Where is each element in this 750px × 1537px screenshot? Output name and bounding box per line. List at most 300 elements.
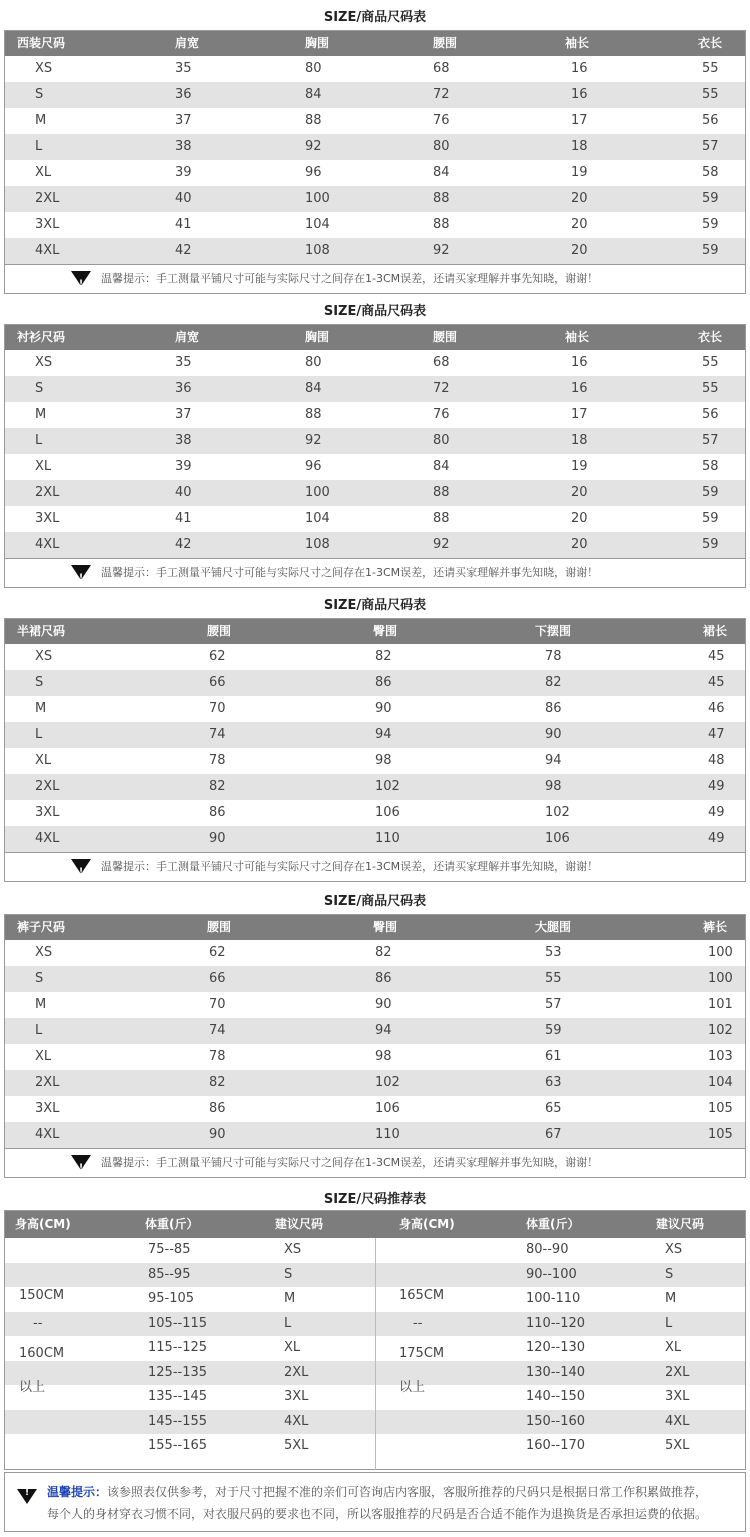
table-cell: 78 bbox=[209, 753, 226, 768]
notice-text: 温馨提示：手工测量平铺尺寸可能与实际尺寸之间存在1-3CM误差，还请买家理解并事先知晓，谢谢！ bbox=[101, 272, 599, 285]
table-cell: L bbox=[35, 433, 43, 448]
table-cell: 100 bbox=[708, 971, 733, 986]
table-cell: 108 bbox=[305, 243, 330, 258]
table-cell: 65 bbox=[545, 1101, 562, 1116]
table-cell: 55 bbox=[545, 971, 562, 986]
table-cell: M bbox=[35, 113, 47, 128]
table-cell: 94 bbox=[375, 727, 392, 742]
table-cell: 48 bbox=[708, 753, 725, 768]
table-cell: 57 bbox=[545, 997, 562, 1012]
table-cell: 39 bbox=[175, 165, 192, 180]
table-cell: 102 bbox=[375, 779, 400, 794]
table-cell: 92 bbox=[305, 433, 322, 448]
header-cell: 衣长 bbox=[698, 36, 723, 50]
table-cell: 63 bbox=[545, 1075, 562, 1090]
table-cell: 61 bbox=[545, 1049, 562, 1064]
header-cell: 肩宽 bbox=[175, 36, 200, 50]
table-cell: 84 bbox=[305, 381, 322, 396]
table-cell: 94 bbox=[545, 753, 562, 768]
recommend-cell: L bbox=[284, 1315, 292, 1331]
table-row bbox=[5, 350, 745, 376]
table-cell: 106 bbox=[375, 805, 400, 820]
table-cell: 3XL bbox=[35, 217, 60, 232]
table-row bbox=[5, 670, 745, 696]
table-cell: 37 bbox=[175, 407, 192, 422]
table-cell: 16 bbox=[571, 61, 588, 76]
bottom-notice bbox=[4, 1472, 746, 1532]
column-divider bbox=[375, 1238, 376, 1470]
table-cell: 100 bbox=[708, 945, 733, 960]
height-range-right: 以上 bbox=[399, 1380, 426, 1395]
recommend-cell: 155--165 bbox=[148, 1438, 208, 1453]
table-row bbox=[5, 238, 745, 264]
table-row bbox=[5, 160, 745, 186]
table-cell: 35 bbox=[175, 355, 192, 370]
size-table bbox=[4, 324, 746, 588]
recommend-cell: M bbox=[284, 1291, 296, 1306]
table-cell: 20 bbox=[571, 511, 588, 526]
table-header bbox=[5, 915, 745, 940]
table-cell: 103 bbox=[708, 1049, 733, 1064]
header-cell: 大腿围 bbox=[535, 920, 572, 934]
table-cell: L bbox=[35, 139, 43, 154]
table-row bbox=[5, 1070, 745, 1096]
recommend-cell: 5XL bbox=[665, 1438, 690, 1453]
header-cell: 裤长 bbox=[703, 920, 728, 934]
table-cell: 88 bbox=[433, 485, 450, 500]
recommend-cell: S bbox=[284, 1266, 293, 1282]
recommend-header bbox=[5, 1211, 745, 1238]
table-cell: 104 bbox=[305, 511, 330, 526]
table-cell: 20 bbox=[571, 537, 588, 552]
table-cell: M bbox=[35, 997, 47, 1012]
table-cell: 90 bbox=[375, 997, 392, 1012]
recommend-cell: 135--145 bbox=[148, 1389, 208, 1404]
table-cell: 80 bbox=[305, 355, 322, 370]
recommend-cell: 110--120 bbox=[526, 1315, 586, 1331]
table-cell: 41 bbox=[175, 217, 192, 232]
table-cell: 88 bbox=[433, 191, 450, 206]
table-cell: 59 bbox=[702, 243, 719, 258]
table-cell: 18 bbox=[571, 139, 588, 154]
warning-icon bbox=[71, 1155, 91, 1170]
warning-icon bbox=[71, 565, 91, 580]
table-cell: 47 bbox=[708, 727, 725, 742]
table-cell: 39 bbox=[175, 459, 192, 474]
table-cell: 86 bbox=[545, 701, 562, 716]
table-cell: 35 bbox=[175, 61, 192, 76]
table-cell: 102 bbox=[708, 1023, 733, 1038]
recommend-title: SIZE/尺码推荐表 bbox=[323, 1192, 427, 1207]
recommend-cell: 90--100 bbox=[526, 1266, 577, 1282]
table-row bbox=[5, 186, 745, 212]
table-row bbox=[5, 722, 745, 748]
table-cell: 42 bbox=[175, 243, 192, 258]
table-cell: 41 bbox=[175, 511, 192, 526]
recommend-cell: 160--170 bbox=[526, 1438, 586, 1453]
table-cell: 40 bbox=[175, 191, 192, 206]
table-cell: 90 bbox=[209, 1127, 226, 1142]
table-cell: 57 bbox=[702, 139, 719, 154]
table-row bbox=[5, 376, 745, 402]
table-cell: 59 bbox=[702, 537, 719, 552]
table-cell: 62 bbox=[209, 649, 226, 664]
table-row bbox=[5, 992, 745, 1018]
header-cell: 腰围 bbox=[433, 36, 458, 50]
table-cell: XS bbox=[35, 945, 53, 960]
table-cell: 66 bbox=[209, 675, 226, 690]
height-range-right: 165CM bbox=[399, 1288, 445, 1303]
table-cell: 70 bbox=[209, 997, 226, 1012]
table-cell: 17 bbox=[571, 407, 588, 422]
table-cell: 101 bbox=[708, 997, 733, 1012]
table-cell: 19 bbox=[571, 165, 588, 180]
warning-icon bbox=[71, 271, 91, 286]
header-cell: 腰围 bbox=[207, 920, 232, 934]
table-cell: 16 bbox=[571, 381, 588, 396]
table-cell: 42 bbox=[175, 537, 192, 552]
table-cell: 59 bbox=[702, 191, 719, 206]
table-cell: 96 bbox=[305, 459, 322, 474]
header-cell: 裤子尺码 bbox=[17, 920, 66, 934]
table-cell: 105 bbox=[708, 1127, 733, 1142]
recommend-cell: 125--135 bbox=[148, 1364, 208, 1380]
header-cell: 建议尺码 bbox=[656, 1217, 705, 1231]
table-cell: 3XL bbox=[35, 805, 60, 820]
table-cell: 49 bbox=[708, 831, 725, 846]
warning-icon bbox=[17, 1489, 37, 1504]
notice-row bbox=[5, 264, 745, 293]
recommend-cell: 3XL bbox=[665, 1389, 690, 1404]
table-cell: L bbox=[35, 1023, 43, 1038]
table-cell: 84 bbox=[433, 459, 450, 474]
table-cell: 38 bbox=[175, 433, 192, 448]
table-cell: 4XL bbox=[35, 243, 60, 258]
table-cell: 82 bbox=[375, 945, 392, 960]
table-cell: 74 bbox=[209, 727, 226, 742]
header-cell: 西装尺码 bbox=[17, 36, 66, 50]
table-cell: 98 bbox=[545, 779, 562, 794]
table-cell: 88 bbox=[433, 217, 450, 232]
table-row bbox=[5, 506, 745, 532]
table-cell: 82 bbox=[375, 649, 392, 664]
recommend-cell: XS bbox=[665, 1242, 683, 1257]
table-cell: 82 bbox=[209, 1075, 226, 1090]
table-cell: 2XL bbox=[35, 779, 60, 794]
table-cell: XS bbox=[35, 61, 53, 76]
table-cell: 92 bbox=[305, 139, 322, 154]
table-cell: 86 bbox=[375, 971, 392, 986]
table-row bbox=[5, 1122, 745, 1148]
recommend-cell: 145--155 bbox=[148, 1413, 208, 1429]
table-header bbox=[5, 31, 745, 56]
table-cell: 82 bbox=[209, 779, 226, 794]
table-row bbox=[5, 774, 745, 800]
table-cell: 4XL bbox=[35, 1127, 60, 1142]
table-cell: XS bbox=[35, 649, 53, 664]
notice-text: 温馨提示：手工测量平铺尺寸可能与实际尺寸之间存在1-3CM误差，还请买家理解并事先知晓，谢谢！ bbox=[101, 860, 599, 873]
table-cell: 76 bbox=[433, 113, 450, 128]
header-cell: 袖长 bbox=[565, 36, 590, 50]
table-row bbox=[5, 1018, 745, 1044]
table-row bbox=[5, 402, 745, 428]
table-cell: 40 bbox=[175, 485, 192, 500]
table-cell: 55 bbox=[702, 61, 719, 76]
recommend-cell: 140--150 bbox=[526, 1389, 586, 1404]
table-title: SIZE/商品尺码表 bbox=[323, 10, 427, 25]
height-range-right: 175CM bbox=[399, 1346, 445, 1361]
header-cell: 肩宽 bbox=[175, 330, 200, 344]
height-range-left: 以上 bbox=[19, 1380, 46, 1395]
table-cell: 82 bbox=[545, 675, 562, 690]
recommend-cell: 4XL bbox=[284, 1413, 309, 1429]
table-cell: M bbox=[35, 407, 47, 422]
table-cell: 80 bbox=[433, 139, 450, 154]
table-row bbox=[5, 82, 745, 108]
header-cell: 半裙尺码 bbox=[17, 624, 66, 638]
header-cell: 身高(CM) bbox=[15, 1217, 71, 1231]
table-cell: 94 bbox=[375, 1023, 392, 1038]
table-row bbox=[5, 108, 745, 134]
header-cell: 衬衫尺码 bbox=[17, 330, 66, 344]
table-row bbox=[5, 748, 745, 774]
table-cell: 96 bbox=[305, 165, 322, 180]
table-cell: 86 bbox=[209, 1101, 226, 1116]
table-cell: 4XL bbox=[35, 537, 60, 552]
recommend-cell: 115--125 bbox=[148, 1340, 208, 1355]
table-row bbox=[5, 1096, 745, 1122]
recommend-cell: 150--160 bbox=[526, 1413, 586, 1429]
header-cell: 建议尺码 bbox=[275, 1217, 324, 1231]
table-cell: 100 bbox=[305, 485, 330, 500]
table-cell: 102 bbox=[375, 1075, 400, 1090]
recommend-table bbox=[4, 1210, 746, 1470]
table-cell: 58 bbox=[702, 459, 719, 474]
recommend-cell: M bbox=[665, 1291, 677, 1306]
table-cell: 110 bbox=[375, 1127, 400, 1142]
height-range-left: 150CM bbox=[19, 1288, 65, 1303]
table-cell: 74 bbox=[209, 1023, 226, 1038]
notice-row bbox=[5, 558, 745, 587]
table-cell: 56 bbox=[702, 407, 719, 422]
notice-line-1 bbox=[47, 1483, 707, 1500]
table-cell: 4XL bbox=[35, 831, 60, 846]
table-cell: S bbox=[35, 675, 44, 690]
table-row bbox=[5, 532, 745, 558]
table-cell: 92 bbox=[433, 537, 450, 552]
table-cell: 58 bbox=[702, 165, 719, 180]
height-range-left: 160CM bbox=[19, 1346, 65, 1361]
size-table bbox=[4, 30, 746, 294]
recommend-cell: 105--115 bbox=[148, 1315, 208, 1331]
table-cell: XL bbox=[35, 1049, 52, 1064]
table-cell: 38 bbox=[175, 139, 192, 154]
table-cell: S bbox=[35, 87, 44, 102]
recommend-cell: XL bbox=[665, 1340, 682, 1355]
recommend-cell: 120--130 bbox=[526, 1340, 586, 1355]
table-cell: 88 bbox=[305, 113, 322, 128]
table-row bbox=[5, 134, 745, 160]
table-cell: M bbox=[35, 701, 47, 716]
table-cell: 86 bbox=[209, 805, 226, 820]
table-cell: 17 bbox=[571, 113, 588, 128]
table-cell: 67 bbox=[545, 1127, 562, 1142]
table-cell: 36 bbox=[175, 87, 192, 102]
table-title: SIZE/商品尺码表 bbox=[323, 894, 427, 909]
header-cell: 臀围 bbox=[373, 624, 398, 638]
table-cell: 80 bbox=[433, 433, 450, 448]
notice-line-1-text: 该参照表仅供参考，对于尺寸把握不准的亲们可咨询店内客服，客服所推荐的尺码只是根据日常工作积累做推荐， bbox=[107, 1485, 708, 1499]
table-cell: 59 bbox=[702, 511, 719, 526]
header-cell: 身高(CM) bbox=[399, 1217, 455, 1231]
table-row bbox=[5, 644, 745, 670]
table-cell: 20 bbox=[571, 485, 588, 500]
header-cell: 裙长 bbox=[703, 624, 728, 638]
table-cell: 46 bbox=[708, 701, 725, 716]
table-cell: 68 bbox=[433, 61, 450, 76]
table-cell: XL bbox=[35, 753, 52, 768]
table-cell: 70 bbox=[209, 701, 226, 716]
table-cell: 45 bbox=[708, 649, 725, 664]
size-table bbox=[4, 914, 746, 1178]
recommend-cell: XL bbox=[284, 1340, 301, 1355]
table-row bbox=[5, 454, 745, 480]
table-cell: 106 bbox=[375, 1101, 400, 1116]
table-row bbox=[5, 800, 745, 826]
table-cell: 72 bbox=[433, 87, 450, 102]
header-cell: 袖长 bbox=[565, 330, 590, 344]
table-cell: 2XL bbox=[35, 1075, 60, 1090]
table-row bbox=[5, 428, 745, 454]
recommend-cell: 80--90 bbox=[526, 1242, 569, 1257]
table-row bbox=[5, 696, 745, 722]
table-row bbox=[5, 826, 745, 852]
table-cell: 100 bbox=[305, 191, 330, 206]
table-cell: XL bbox=[35, 459, 52, 474]
table-cell: 16 bbox=[571, 355, 588, 370]
recommend-cell: 3XL bbox=[284, 1389, 309, 1404]
table-row bbox=[5, 480, 745, 506]
table-row bbox=[5, 212, 745, 238]
table-title: SIZE/商品尺码表 bbox=[323, 304, 427, 319]
notice-lead: 温馨提示： bbox=[47, 1485, 108, 1499]
table-row bbox=[5, 1044, 745, 1070]
notice-line-2: 每个人的身材穿衣习惯不同，对衣服尺码的要求也不同，所以客服推荐的尺码是否合适不能作为退换货是否承担运费的依据。 bbox=[47, 1507, 708, 1521]
table-cell: 84 bbox=[305, 87, 322, 102]
table-row bbox=[5, 56, 745, 82]
table-cell: 102 bbox=[545, 805, 570, 820]
table-cell: 20 bbox=[571, 243, 588, 258]
header-cell: 腰围 bbox=[207, 624, 232, 638]
size-table bbox=[4, 618, 746, 882]
header-cell: 下摆围 bbox=[535, 624, 572, 638]
recommend-cell: 5XL bbox=[284, 1438, 309, 1453]
header-cell: 胸围 bbox=[305, 36, 330, 50]
table-cell: 56 bbox=[702, 113, 719, 128]
table-row bbox=[5, 940, 745, 966]
table-cell: 16 bbox=[571, 87, 588, 102]
table-cell: L bbox=[35, 727, 43, 742]
table-cell: 92 bbox=[433, 243, 450, 258]
table-cell: 84 bbox=[433, 165, 450, 180]
table-cell: 57 bbox=[702, 433, 719, 448]
table-cell: 90 bbox=[545, 727, 562, 742]
table-row bbox=[5, 966, 745, 992]
recommend-cell: S bbox=[665, 1266, 674, 1282]
table-cell: XL bbox=[35, 165, 52, 180]
table-cell: 108 bbox=[305, 537, 330, 552]
recommend-cell: 95-105 bbox=[148, 1291, 195, 1306]
header-cell: 腰围 bbox=[433, 330, 458, 344]
table-cell: 37 bbox=[175, 113, 192, 128]
table-cell: 110 bbox=[375, 831, 400, 846]
table-header bbox=[5, 325, 745, 350]
table-cell: 59 bbox=[545, 1023, 562, 1038]
table-cell: 55 bbox=[702, 381, 719, 396]
header-cell: 体重(斤） bbox=[145, 1217, 199, 1231]
notice-text: 温馨提示：手工测量平铺尺寸可能与实际尺寸之间存在1-3CM误差，还请买家理解并事先知晓，谢谢！ bbox=[101, 1156, 599, 1169]
table-cell: 66 bbox=[209, 971, 226, 986]
table-cell: 2XL bbox=[35, 191, 60, 206]
table-cell: 105 bbox=[708, 1101, 733, 1116]
table-cell: 55 bbox=[702, 355, 719, 370]
header-cell: 衣长 bbox=[698, 330, 723, 344]
recommend-cell: XS bbox=[284, 1242, 302, 1257]
table-cell: 59 bbox=[702, 217, 719, 232]
recommend-cell: L bbox=[665, 1315, 673, 1331]
table-cell: 45 bbox=[708, 675, 725, 690]
table-cell: 104 bbox=[305, 217, 330, 232]
table-cell: 36 bbox=[175, 381, 192, 396]
table-cell: 2XL bbox=[35, 485, 60, 500]
table-cell: 104 bbox=[708, 1075, 733, 1090]
table-cell: 3XL bbox=[35, 1101, 60, 1116]
table-cell: 78 bbox=[545, 649, 562, 664]
table-cell: 90 bbox=[209, 831, 226, 846]
recommend-cell: 2XL bbox=[284, 1364, 309, 1380]
table-cell: S bbox=[35, 971, 44, 986]
table-cell: 98 bbox=[375, 753, 392, 768]
notice-row bbox=[5, 852, 745, 881]
table-cell: 53 bbox=[545, 945, 562, 960]
recommend-cell: 100-110 bbox=[526, 1291, 581, 1306]
table-cell: 98 bbox=[375, 1049, 392, 1064]
header-cell: 臀围 bbox=[373, 920, 398, 934]
table-cell: 90 bbox=[375, 701, 392, 716]
notice-text: 温馨提示：手工测量平铺尺寸可能与实际尺寸之间存在1-3CM误差，还请买家理解并事先知晓，谢谢！ bbox=[101, 566, 599, 579]
height-range-left: -- bbox=[33, 1316, 43, 1331]
table-cell: 68 bbox=[433, 355, 450, 370]
recommend-cell: 85--95 bbox=[148, 1266, 191, 1282]
table-cell: 20 bbox=[571, 191, 588, 206]
height-range-right: -- bbox=[413, 1316, 423, 1331]
table-cell: 62 bbox=[209, 945, 226, 960]
table-cell: 55 bbox=[702, 87, 719, 102]
table-cell: 49 bbox=[708, 805, 725, 820]
recommend-cell: 2XL bbox=[665, 1364, 690, 1380]
recommend-cell: 130--140 bbox=[526, 1364, 586, 1380]
notice-row bbox=[5, 1148, 745, 1177]
table-cell: S bbox=[35, 381, 44, 396]
table-cell: XS bbox=[35, 355, 53, 370]
table-title: SIZE/商品尺码表 bbox=[323, 598, 427, 613]
table-cell: 88 bbox=[433, 511, 450, 526]
table-cell: 88 bbox=[305, 407, 322, 422]
table-cell: 18 bbox=[571, 433, 588, 448]
table-cell: 78 bbox=[209, 1049, 226, 1064]
table-cell: 76 bbox=[433, 407, 450, 422]
table-cell: 80 bbox=[305, 61, 322, 76]
